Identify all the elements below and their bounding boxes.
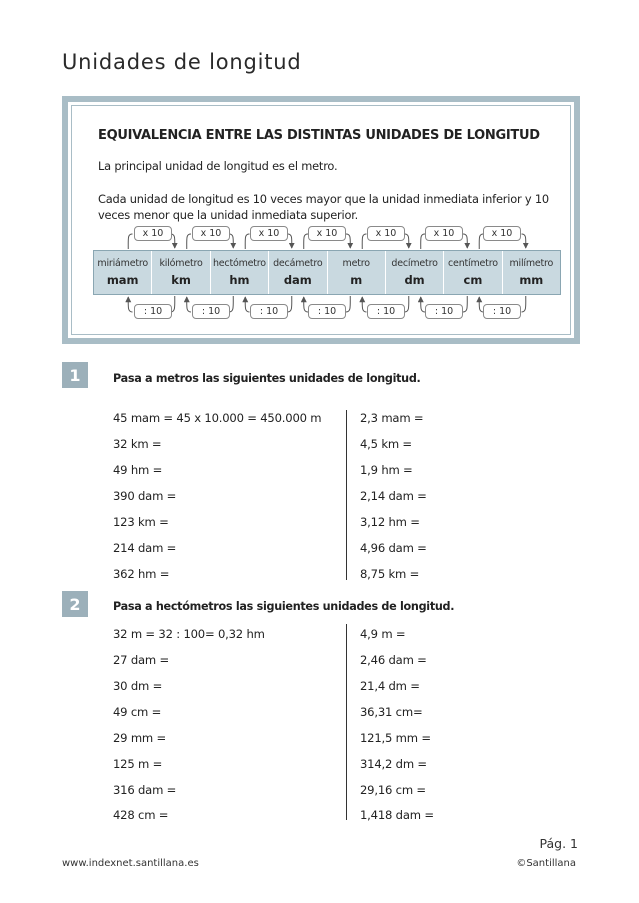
multiply-label: x 10 (308, 226, 346, 241)
exercise-item: 362 hm = (113, 567, 170, 581)
divide-label: : 10 (425, 304, 463, 319)
column-divider (346, 410, 347, 580)
unit-abbr: mam (106, 273, 139, 287)
divide-label: : 10 (483, 304, 521, 319)
exercise-number-badge: 2 (62, 591, 88, 617)
divide-label: : 10 (134, 304, 172, 319)
exercise-item: 3,12 hm = (360, 515, 420, 529)
unit-cell-hectometro (211, 251, 269, 294)
exercise-item: 8,75 km = (360, 567, 420, 581)
unit-abbr: cm (463, 273, 483, 287)
page-title: Unidades de longitud (62, 50, 302, 74)
unit-cell-kilometro (152, 251, 210, 294)
exercise-item: 29,16 cm = (360, 783, 426, 797)
exercise-item: 30 dm = (113, 679, 163, 693)
unit-cell-decametro (269, 251, 327, 294)
multiply-label: x 10 (483, 226, 521, 241)
page-number: Pág. 1 (539, 836, 578, 851)
unit-abbr: dam (283, 273, 312, 287)
exercise-item: 390 dam = (113, 489, 177, 503)
unit-name: centímetro (448, 258, 498, 269)
multiply-label: x 10 (367, 226, 405, 241)
unit-name: miriámetro (97, 258, 148, 269)
exercise-number-badge: 1 (62, 362, 88, 388)
footer-website: www.indexnet.santillana.es (62, 858, 199, 869)
units-strip (93, 250, 561, 295)
exercise-item: 428 cm = (113, 808, 169, 822)
divide-label: : 10 (192, 304, 230, 319)
exercise-item: 32 m = 32 : 100= 0,32 hm (113, 627, 265, 641)
unit-name: kilómetro (159, 258, 203, 269)
exercise-item: 2,14 dam = (360, 489, 427, 503)
unit-name: milímetro (509, 258, 554, 269)
unit-abbr: km (171, 273, 191, 287)
equivalence-rule-text: Cada unidad de longitud es 10 veces mayor que la unidad inmediata inferior y 10 veces menor que la unidad inmediata superior. (98, 192, 549, 222)
footer-copyright: ©Santillana (516, 858, 576, 869)
unit-abbr: dm (404, 273, 425, 287)
divide-label: : 10 (250, 304, 288, 319)
multiply-label: x 10 (134, 226, 172, 241)
exercise-item: 21,4 dm = (360, 679, 420, 693)
unit-abbr: m (350, 273, 363, 287)
equivalence-intro-text: La principal unidad de longitud es el metro. (98, 159, 338, 173)
divide-label: : 10 (308, 304, 346, 319)
exercise-item: 4,9 m = (360, 627, 406, 641)
unit-name: hectómetro (212, 258, 266, 269)
exercise-item: 2,46 dam = (360, 653, 427, 667)
unit-abbr: mm (519, 273, 544, 287)
exercise-instruction: Pasa a metros las siguientes unidades de longitud. (113, 372, 421, 385)
unit-abbr: hm (229, 273, 250, 287)
multiply-label: x 10 (192, 226, 230, 241)
exercise-item: 1,418 dam = (360, 808, 434, 822)
exercise-item: 125 m = (113, 757, 163, 771)
exercise-item: 27 dam = (113, 653, 169, 667)
unit-cell-metro (328, 251, 386, 294)
exercise-item: 49 hm = (113, 463, 163, 477)
multiply-label: x 10 (425, 226, 463, 241)
unit-cell-centimetro (444, 251, 502, 294)
unit-name: decímetro (391, 258, 438, 269)
exercise-item: 214 dam = (113, 541, 177, 555)
exercise-item: 1,9 hm = (360, 463, 413, 477)
unit-name: decámetro (273, 258, 323, 269)
unit-cell-decimetro (386, 251, 444, 294)
exercise-item: 123 km = (113, 515, 169, 529)
column-divider (346, 624, 347, 820)
exercise-instruction: Pasa a hectómetros las siguientes unidades de longitud. (113, 600, 455, 613)
exercise-item: 316 dam = (113, 783, 177, 797)
exercise-item: 121,5 mm = (360, 731, 431, 745)
exercise-item: 36,31 cm= (360, 705, 423, 719)
unit-cell-miriametro (94, 251, 152, 294)
divide-label: : 10 (367, 304, 405, 319)
exercise-item: 32 km = (113, 437, 162, 451)
exercise-item: 4,5 km = (360, 437, 412, 451)
exercise-item: 2,3 mam = (360, 411, 424, 425)
exercise-item: 314,2 dm = (360, 757, 427, 771)
multiply-label: x 10 (250, 226, 288, 241)
exercise-item: 4,96 dam = (360, 541, 427, 555)
exercise-item: 45 mam = 45 x 10.000 = 450.000 m (113, 411, 322, 425)
unit-cell-milimetro (503, 251, 560, 294)
exercise-item: 49 cm = (113, 705, 162, 719)
unit-name: metro (342, 258, 370, 269)
equivalence-heading: EQUIVALENCIA ENTRE LAS DISTINTAS UNIDADES DE LONGITUD (98, 128, 540, 143)
exercise-item: 29 mm = (113, 731, 167, 745)
